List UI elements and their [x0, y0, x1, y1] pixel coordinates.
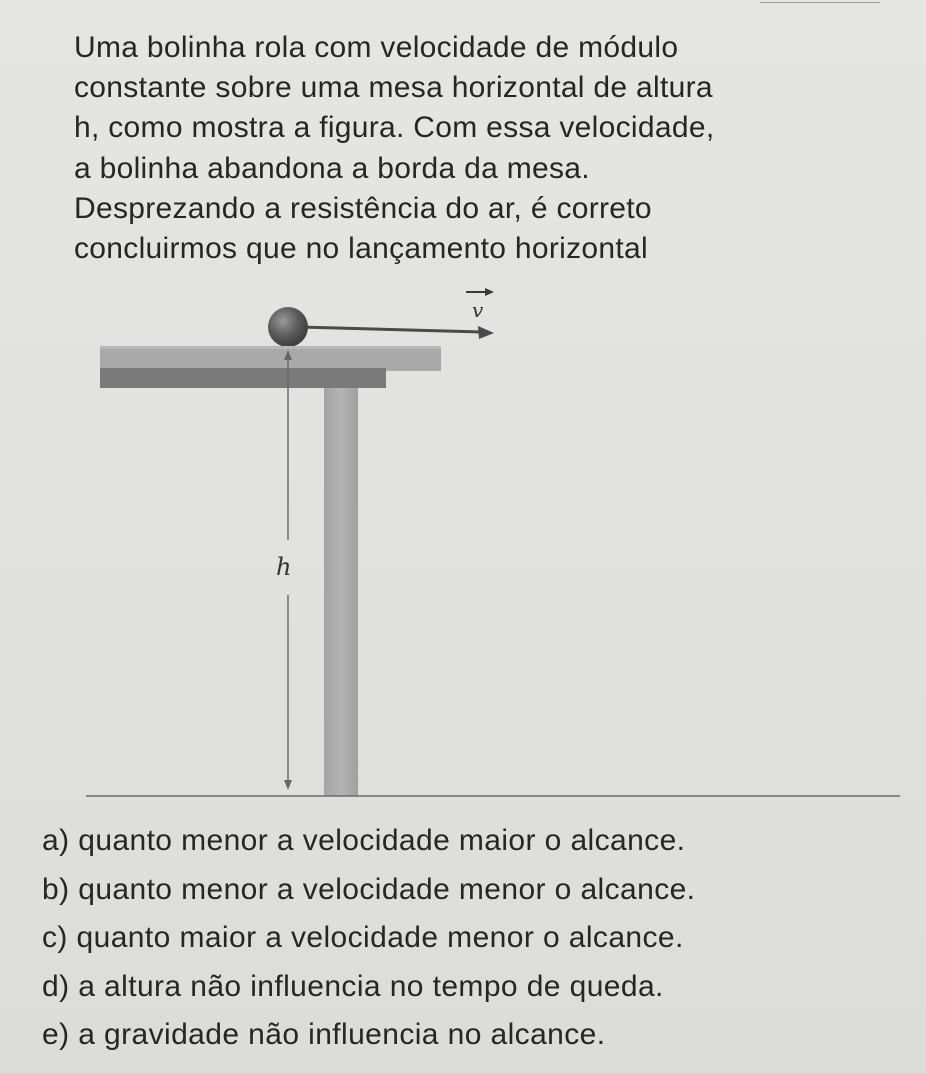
option-text: a gravidade não influencia no alcance.: [78, 1018, 606, 1051]
option-text: quanto maior a velocidade menor o alcance.: [76, 921, 684, 954]
velocity-label: [466, 288, 494, 322]
question-line: Desprezando a resistência do ar, é correto: [74, 191, 652, 225]
option-letter: e): [42, 1018, 70, 1051]
option-text: quanto menor a velocidade menor o alcance.: [78, 872, 696, 906]
option-letter: c): [42, 921, 68, 954]
option-c: [42, 914, 695, 963]
svg-text:v: v: [472, 298, 484, 322]
option-e: [42, 1011, 695, 1060]
option-letter: d): [42, 969, 70, 1003]
table-top: [100, 346, 441, 388]
question-line: h, como mostra a figura. Com essa velocidade,: [74, 111, 715, 145]
question-line: constante sobre uma mesa horizontal de altura: [74, 71, 713, 105]
question-line: concluirmos que no lançamento horizontal: [74, 232, 648, 266]
question-line: a bolinha abandona a borda da mesa.: [74, 151, 590, 185]
option-text: a altura não influencia no tempo de queda.: [78, 969, 664, 1003]
table-leg: [324, 388, 358, 796]
answer-options: [42, 817, 695, 1060]
option-letter: a): [42, 824, 70, 857]
velocity-vector: [300, 326, 494, 339]
question-line: Uma bolinha rola com velocidade de módulo: [74, 31, 679, 64]
ball: [268, 307, 308, 347]
option-b: [42, 866, 695, 915]
option-text: quanto menor a velocidade maior o alcance.: [78, 824, 686, 857]
option-a: [42, 817, 695, 866]
option-letter: b): [42, 872, 70, 906]
height-label: h: [276, 553, 292, 581]
option-d: [42, 963, 695, 1012]
